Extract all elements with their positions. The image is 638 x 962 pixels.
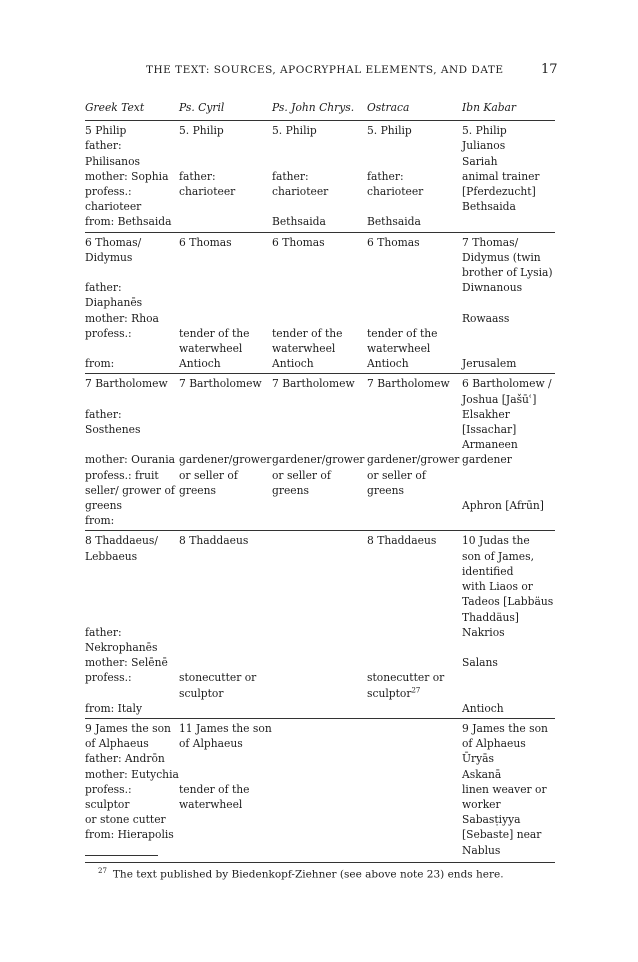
cell-greek-text: 9 James the son of Alphaeus father: Andrōn mother: Eutychia profess.: sculptor or stone cutter from: Hierapolis [85, 718, 179, 862]
cell-ostraca [367, 718, 462, 862]
col-header-ps-cyril: Ps. Cyril [179, 100, 272, 121]
cell-ibn-kabar: 9 James the son of Alphaeus Ūryās Askanā linen weaver or worker Sabasṭiyya [Sebaste] near Nablus [462, 718, 555, 862]
table-row-thaddaeus [85, 531, 555, 718]
cell-ostraca: 5. Philip father: charioteer Bethsaida [367, 124, 424, 229]
cell-ostraca [367, 531, 462, 718]
footnote [98, 864, 504, 882]
cell-ibn-kabar: 6 Bartholomew / Joshua [Jašūʿ] Elsakher [Issachar] Armaneen gardener Aphron [Afrūn] [462, 374, 555, 531]
page-number: 17 [541, 62, 558, 77]
col-header-ostraca: Ostraca [367, 100, 462, 121]
cell-ps-john-chrys [272, 531, 367, 718]
cell-greek-text: 7 Bartholomew father: Sosthenes mother: Ourania profess.: fruit seller/ grower of greens from: [85, 374, 179, 531]
footnote-text: The text published by Biedenkopf-Ziehner (see above note 23) ends here. [112, 868, 504, 881]
col-header-ibn-kabar: Ibn Kabar [462, 100, 555, 121]
cell-ps-cyril: 5. Philip father: charioteer [179, 124, 236, 199]
table-row-bartholomew [85, 374, 555, 531]
cell-ostraca: 7 Bartholomew gardener/grower or seller of greens [367, 374, 462, 531]
cell-ps-john-chrys: 5. Philip father: charioteer Bethsaida [272, 124, 329, 229]
cell-ps-cyril: 11 James the son of Alphaeus tender of the waterwheel [179, 718, 272, 862]
cell-ps-cyril: 6 Thomas tender of the waterwheel Antioch [179, 232, 272, 374]
cell-ostraca-text: 8 Thaddaeus stonecutter or sculptor [367, 534, 445, 700]
cell-ps-john-chrys [272, 718, 367, 862]
table-row-thomas [85, 232, 555, 374]
cell-greek-text: 6 Thomas/ Didymus father: Diaphanēs mother: Rhoa profess.: from: [85, 232, 179, 374]
cell-greek-text: 5 Philip father: Philisanos mother: Sophia profess.: charioteer from: Bethsaida [85, 124, 172, 229]
cell-ibn-kabar: 5. Philip Julianos Sariah animal trainer [Pferdezucht] Bethsaida [462, 124, 540, 214]
footnote-number: 27 [98, 867, 107, 875]
cell-ps-cyril: 7 Bartholomew gardener/grower or seller of greens [179, 374, 272, 531]
col-header-ps-john-chrys: Ps. John Chrys. [272, 100, 367, 121]
cell-ps-john-chrys: 7 Bartholomew gardener/grower or seller of greens [272, 374, 367, 531]
col-header-greek-text: Greek Text [85, 100, 179, 121]
cell-ibn-kabar: 10 Judas the son of James, identified with Liaos or Tadeos [Labbäus Thaddäus] Nakrios Salans Antioch [462, 531, 555, 718]
footnote-reference[interactable]: 27 [411, 685, 421, 694]
cell-ps-john-chrys: 6 Thomas tender of the waterwheel Antioch [272, 232, 367, 374]
table-header-row [85, 100, 555, 121]
table-row-philip [85, 121, 555, 232]
cell-greek-text: 8 Thaddaeus/ Lebbaeus father: Nekrophanēs mother: Selēnē profess.: from: Italy [85, 531, 179, 718]
apostles-comparison-table [85, 100, 555, 863]
cell-ibn-kabar: 7 Thomas/ Didymus (twin brother of Lysia) Diwnanous Rowaass Jerusalem [462, 232, 555, 374]
cell-ostraca: 6 Thomas tender of the waterwheel Antioch [367, 232, 462, 374]
cell-ps-cyril: 8 Thaddaeus stonecutter or sculptor [179, 531, 272, 718]
running-head: THE TEXT: SOURCES, APOCRYPHAL ELEMENTS, AND DATE [146, 64, 504, 76]
footnote-rule [85, 855, 158, 856]
table-row-james-alphaeus [85, 718, 555, 862]
